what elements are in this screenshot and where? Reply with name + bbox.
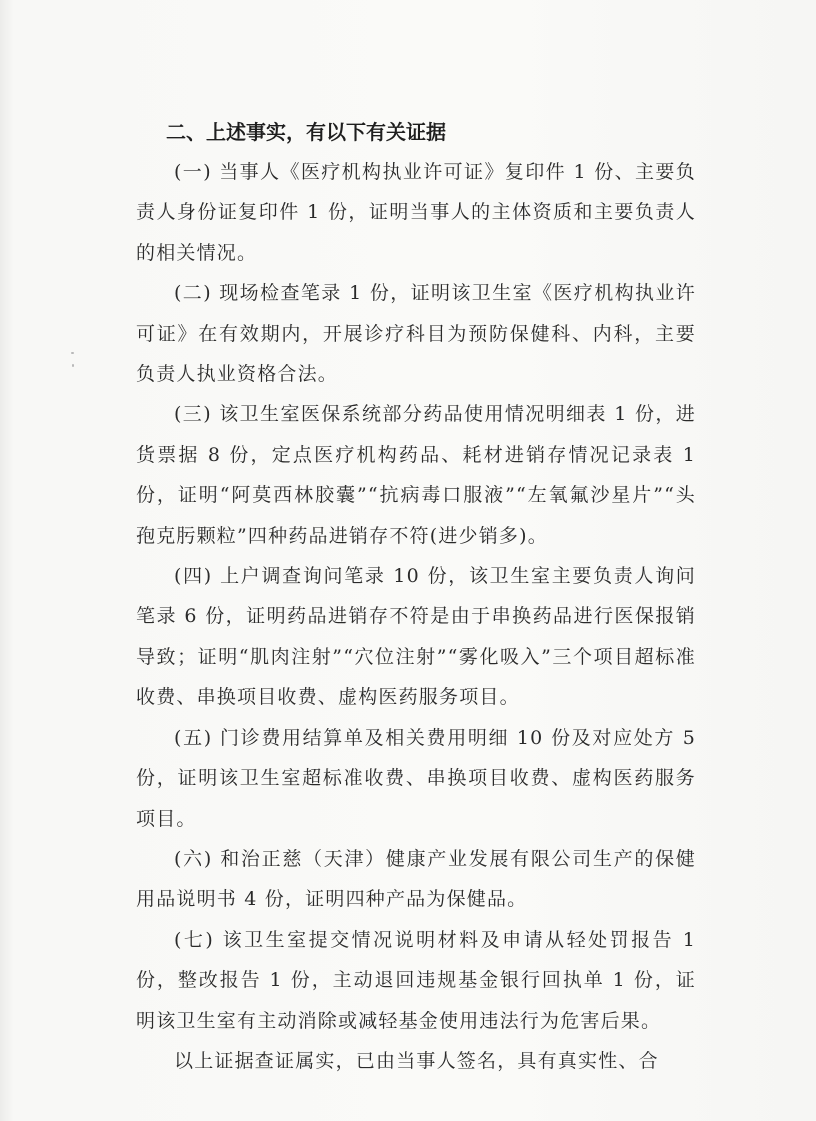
paragraph-4: (四) 上户调查询问笔录 10 份，该卫生室主要负责人询问笔录 6 份，证明药品进销存不符是由于串换药品进行医保报销导致；证明“肌肉注射”“穴位注射”“雾化吸入”三个项目超标准收费、串换项目收费、虚构医药服务项目。 [136,565,696,709]
document-body [136,114,696,1081]
paragraph-2: (二) 现场检查笔录 1 份，证明该卫生室《医疗机构执业许可证》在有效期内，开展诊疗科目为预防保健科、内科，主要负责人执业资格合法。 [136,282,696,386]
scan-speck [71,352,74,354]
scan-speck [72,364,74,367]
paragraph-1: (一) 当事人《医疗机构执业许可证》复印件 1 份、主要负责人身份证复印件 1 份，证明当事人的主体资质和主要负责人的相关情况。 [136,161,696,264]
paragraph-8: 以上证据查证属实，已由当事人签名，具有真实性、合 [174,1049,659,1072]
section-heading: 二、上述事实，有以下有关证据 [166,120,446,144]
paragraph-3: (三) 该卫生室医保系统部分药品使用情况明细表 1 份，进货票据 8 份，定点医疗机构药品、耗材进销存情况记录表 1 份，证明“阿莫西林胶囊”“抗病毒口服液”“左氧氟沙星片”“头孢克肟颗粒”四种药品进销存不符(进少销多)。 [136,403,696,547]
paragraph-5: (五) 门诊费用结算单及相关费用明细 10 份及对应处方 5 份，证明该卫生室超标准收费、串换项目收费、虚构医药服务项目。 [136,726,696,830]
paragraph-6: (六) 和治正慈（天津）健康产业发展有限公司生产的保健用品说明书 4 份，证明四种产品为保健品。 [136,847,696,911]
paragraph-7: (七) 该卫生室提交情况说明材料及申请从轻处罚报告 1 份，整改报告 1 份，主动退回违规基金银行回执单 1 份，证明该卫生室有主动消除或减轻基金使用违法行为危害后果。 [136,928,696,1032]
